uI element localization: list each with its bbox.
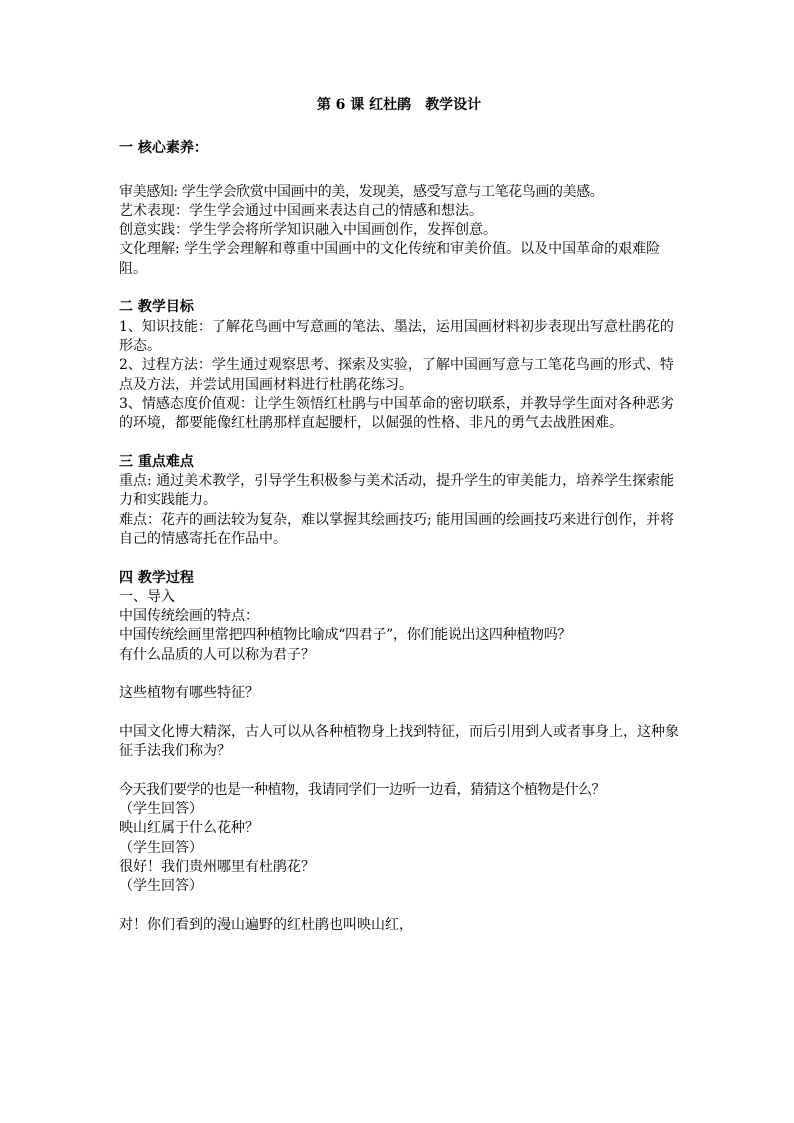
section-heading-key-points: 三 重点难点 bbox=[119, 453, 194, 470]
process-line: 中国文化博大精深，古人可以从各种植物身上找到特征，而后引用到人或者事身上，这种象征手法我们称为？ bbox=[119, 723, 679, 760]
page-title bbox=[119, 96, 679, 115]
core-item-culture: 文化理解: 学生学会理解和尊重中国画中的文化传统和审美价值。以及中国革命的艰难险阻。 bbox=[119, 241, 661, 277]
process-line: 中国传统绘画的特点： bbox=[119, 608, 259, 625]
process-line: 中国传统绘画里常把四种植物比喻成“四君子”，你们能说出这四种植物吗？ bbox=[119, 627, 572, 644]
section-heading-process: 四 教学过程 bbox=[119, 569, 194, 586]
process-line: 这些植物有哪些特征？ bbox=[119, 685, 259, 702]
key-point-focus: 重点: 通过美术教学，引导学生积极参与美术活动，提升学生的审美能力，培养学生探索能力和实践能力。 bbox=[119, 473, 675, 509]
section-heading-core: 一 核心素养： bbox=[119, 140, 208, 157]
key-point-difficulty: 难点：花卉的画法较为复杂，难以掌握其绘画技巧; 能用国画的绘画技巧来进行创作，并将自己的情感寄托在作品中。 bbox=[119, 511, 675, 547]
goal-item-knowledge: 1、知识技能：了解花鸟画中写意画的笔法、墨法，运用国画材料初步表现出写意杜鹃花的形态。 bbox=[119, 318, 674, 354]
core-item-expression: 艺术表现：学生学会通过中国画来表达自己的情感和想法。 bbox=[119, 202, 483, 219]
goal-item-process: 2、过程方法：学生通过观察思考、探索及实验，了解中国画写意与工笔花鸟画的形式、特点及方法，并尝试用国画材料进行杜鹃花练习。 bbox=[119, 357, 674, 393]
document-page bbox=[119, 96, 679, 935]
process-line: 映山红属于什么花种？ bbox=[119, 820, 259, 837]
goal-item-emotion: 3、情感态度价值观：让学生领悟红杜鹃与中国革命的密切联系，并教导学生面对各种恶劣的环境，都要能像红杜鹃那样直起腰杆，以倔强的性格、非凡的勇气去战胜困难。 bbox=[119, 395, 674, 432]
process-line: 今天我们要学的也是一种植物，我请同学们一边听一边看，猜猜这个植物是什么？ bbox=[119, 781, 605, 798]
core-item-aesthetic: 审美感知: 学生学会欣赏中国画中的美，发现美，感受写意与工笔花鸟画的美感。 bbox=[119, 183, 604, 200]
student-answer: （学生回答） bbox=[119, 801, 203, 818]
title-design: 教学设计 bbox=[425, 97, 482, 113]
process-line: 有什么品质的人可以称为君子？ bbox=[119, 646, 315, 663]
process-line: 很好！我们贵州哪里有杜鹃花？ bbox=[119, 858, 315, 875]
student-answer: （学生回答） bbox=[119, 878, 203, 895]
section-heading-goals: 二 教学目标 bbox=[119, 299, 194, 316]
core-item-creative: 创意实践：学生学会将所学知识融入中国画创作，发挥创意。 bbox=[119, 222, 497, 239]
student-answer: （学生回答） bbox=[119, 839, 203, 856]
title-lesson: 第 6 课 红杜鹃 bbox=[316, 97, 412, 113]
process-line: 对！你们看到的漫山遍野的红杜鹃也叫映山红， bbox=[119, 916, 413, 933]
process-subheading-intro: 一、导入 bbox=[119, 588, 175, 605]
